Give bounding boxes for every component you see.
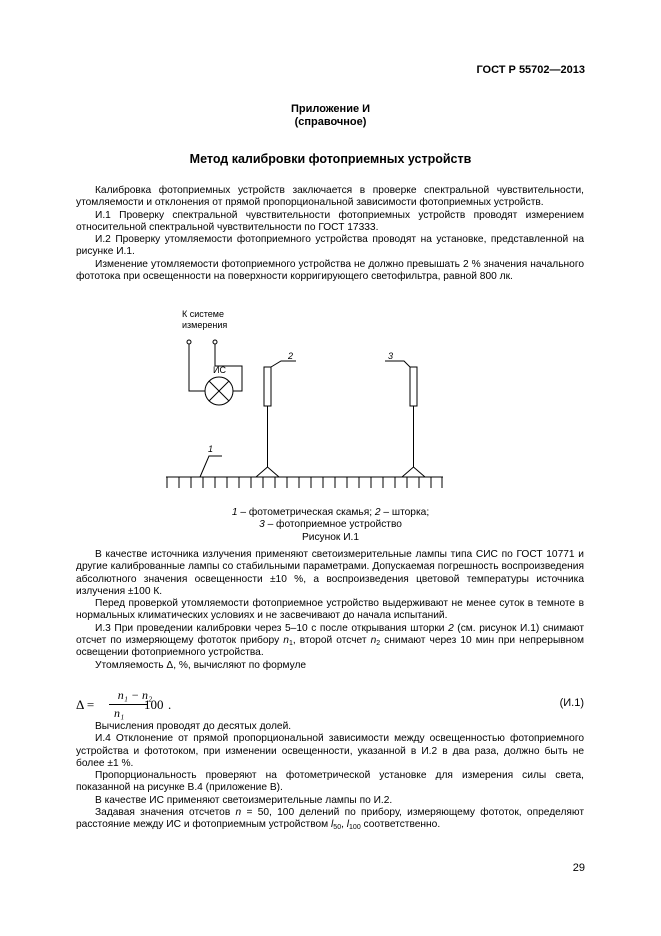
formula-i1 — [76, 688, 584, 722]
caption-legend-line2 — [0, 519, 661, 531]
paragraph: Калибровка фотоприемных устройств заключается в проверке спектральной чувствительности, утомляемости и отклонения от прямой пропорциональной зависимости фотоприемных устройств. — [76, 185, 584, 209]
figure-title: Рисунок И.1 — [301, 531, 360, 543]
legend-number: 2 — [374, 507, 381, 518]
paragraph: В качестве источника излучения применяют светоизмерительные лампы типа СИС по ГОСТ 10771 и другие калиброванные лампы со стабильными параметрами. Допускаемая погрешность воспроизведения абсолютного значения освещенности ±10 %, а воспроизведения цветовой температуры источника излучения ±100 К. — [76, 549, 584, 597]
formula-factor: 100 — [144, 697, 164, 712]
paragraph: И.2 Проверку утомляемости фотоприемного устройства проводят на установке, представленной на рисунке И.1. — [76, 234, 584, 258]
paragraph: Пропорциональность проверяют на фотометрической установке для измерения силы света, показанной на рисунке В.4 (приложение В). — [76, 770, 584, 794]
closing-paragraphs — [76, 721, 584, 832]
subscript: 1 — [288, 640, 293, 648]
legend-number: 1 — [231, 507, 238, 518]
text-run: 2 — [448, 622, 454, 634]
subscript: 2 — [376, 640, 381, 648]
standard-header: ГОСТ Р 55702—2013 — [476, 64, 585, 76]
text-run: , второй отсчет — [292, 635, 371, 647]
photometric-bench — [166, 456, 443, 488]
text-run: = 50, 100 делений по прибору, измеряющему фототок, определяют расстояние между ИС и фотоприемным устройством — [76, 807, 585, 831]
figure-caption — [0, 507, 661, 544]
figure-i1-diagram — [150, 306, 450, 502]
legend-number: 3 — [259, 519, 265, 531]
measuring-system-label-line1: К системе — [182, 309, 224, 319]
appendix-heading — [0, 103, 661, 129]
intro-paragraphs — [76, 185, 584, 283]
bench-marker: 1 — [208, 444, 214, 454]
paragraph: Утомляемость Δ, %, вычисляют по формуле — [95, 659, 307, 671]
subscript: 100 — [349, 824, 361, 832]
symbol-l: l — [331, 819, 334, 831]
shutter — [256, 361, 296, 477]
paragraph — [76, 623, 584, 660]
page-title: Метод калибровки фотоприемных устройств — [189, 152, 472, 166]
main-paragraphs — [76, 549, 584, 672]
symbol-n: n — [235, 807, 242, 819]
text-run: , — [341, 819, 347, 831]
paragraph: И.1 Проверку спектральной чувствительности фотоприемных устройств проводят измерением относительной спектральной чувствительности по ГОСТ 17333. — [76, 209, 584, 233]
paragraph — [76, 807, 584, 832]
formula-lhs: Δ = — [76, 697, 95, 712]
page-number: 29 — [572, 862, 585, 874]
photodetector — [385, 361, 425, 477]
text-run: соответственно. — [360, 819, 441, 831]
caption-legend-line1 — [0, 507, 661, 519]
symbol-n: n — [370, 635, 377, 647]
formula-denominator: n₁ — [114, 706, 125, 720]
legend-text: – шторка; — [380, 507, 430, 518]
source-label: ИС — [213, 365, 226, 375]
text-run: Задавая значения отсчетов — [95, 807, 236, 819]
text-run: И.3 При проведении калибровки через 5–10 с после открывания шторки — [95, 622, 449, 634]
legend-text: – фотоприемное устройство — [264, 519, 402, 531]
paragraph: В качестве ИС применяют светоизмерительные лампы по И.2. — [95, 794, 393, 806]
appendix-kind: (справочное) — [294, 116, 367, 128]
wire-left — [189, 344, 205, 391]
symbol-n: n — [283, 635, 289, 647]
formula-numerator: n₁ − n₂ — [117, 688, 153, 702]
lamp-source-icon — [205, 377, 233, 405]
measuring-system-label-line2: измерения — [182, 320, 228, 330]
terminal-left — [187, 340, 191, 344]
formula-end: . — [168, 697, 172, 712]
paragraph: Перед проверкой утомляемости фотоприемное устройство выдерживают не менее суток в темноте в нормальных климатических условиях и не засвечивают до начала испытаний. — [76, 598, 584, 622]
paragraph: И.4 Отклонение от прямой пропорциональной зависимости между освещенностью фотоприемного устройства и фототоком, при изменении освещенности, указанной в И.2 в два раза, должно быть не более ±1 %. — [76, 733, 584, 769]
legend-text: – фотометрическая скамья; — [237, 507, 375, 518]
paragraph: Вычисления проводят до десятых долей. — [95, 721, 292, 732]
paragraph: Изменение утомляемости фотоприемного устройства не должно превышать 2 % значения начального фототока при освещенности на поверхности корригирующего светофильтра, равной 800 лк. — [76, 258, 584, 283]
text-run: снимают через 10 мин при непрерывном освещении фотоприемного устройства. — [76, 635, 584, 659]
symbol-l: l — [346, 819, 350, 831]
formula-number: (И.1) — [559, 697, 584, 709]
text-run: (см. рисунок И.1) снимают отсчет по измеряющему фототок прибору — [76, 622, 584, 647]
terminal-right — [213, 340, 217, 344]
shutter-marker: 2 — [288, 351, 294, 361]
photodetector-marker: 3 — [388, 351, 394, 361]
fraction-bar — [109, 704, 147, 705]
subscript: 50 — [333, 824, 342, 832]
appendix-label: Приложение И — [290, 103, 371, 115]
